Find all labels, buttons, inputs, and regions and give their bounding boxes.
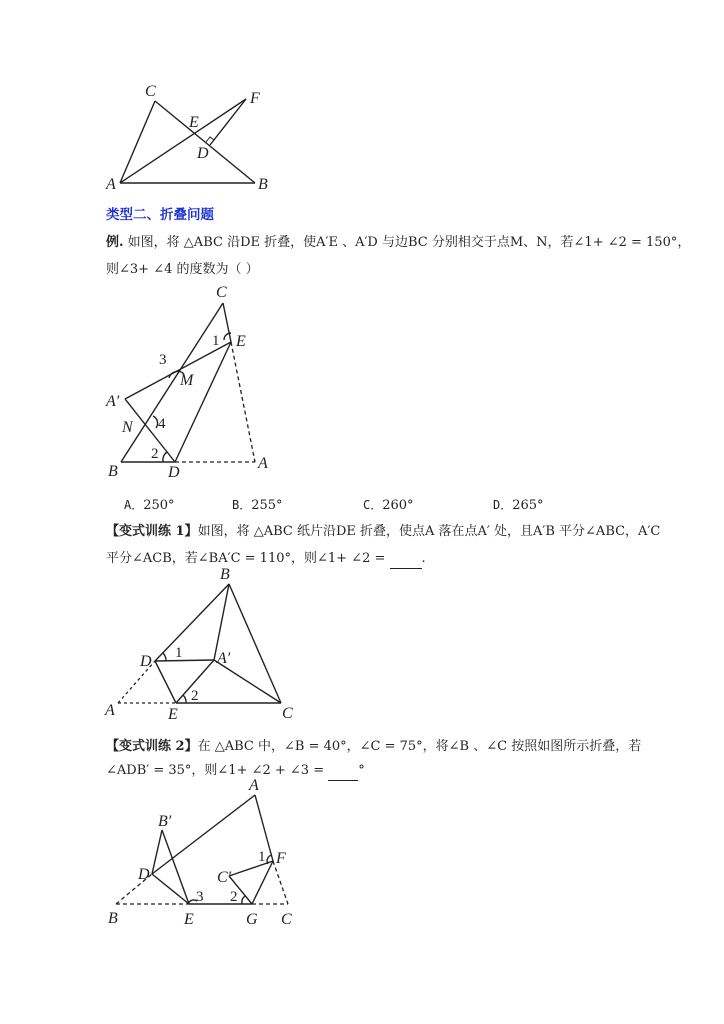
figure-example-fold <box>100 278 280 478</box>
angle-4-label: 4 <box>158 416 166 432</box>
exercise1-line-2: 平分∠ACB，若∠BA′C = 110°，则∠1+ ∠2 = . <box>106 550 426 569</box>
label-F: F <box>250 90 260 107</box>
angle-3-label: 3 <box>159 352 167 368</box>
label-N: N <box>122 419 133 436</box>
angle-1-label: 1 <box>258 849 266 865</box>
angle-1-label: 1 <box>212 333 220 349</box>
example-prefix: 例. <box>106 235 124 250</box>
label-D: D <box>168 464 180 478</box>
label-B: B <box>220 566 230 583</box>
figure-exercise2-fold <box>100 775 310 935</box>
label-C: C <box>282 705 293 722</box>
exercise2-line-1 <box>106 738 641 756</box>
angle-1-label: 1 <box>175 645 183 661</box>
option-c[interactable]: C．260° <box>363 498 414 513</box>
label-M: M <box>180 372 194 389</box>
figure-triangle-perpendicular <box>100 75 300 200</box>
example-line-2: 则∠3+ ∠4 的度数为（ ） <box>106 262 259 277</box>
label-E: E <box>168 706 178 723</box>
label-A-prime: A′ <box>217 650 231 667</box>
exercise2-tag: 【变式训练 2】 <box>106 739 198 754</box>
example-text-1: 如图，将 △ABC 沿DE 折叠，使A′E 、A′D 与边BC 分别相交于点M、N，若∠1+ ∠2 = 150°， <box>127 235 691 250</box>
exercise2-text-2: ∠ADB′ = 35°，则∠1+ ∠2 + ∠3 = <box>106 763 325 778</box>
angle-2-label: 2 <box>191 688 199 704</box>
angle-2-label: 2 <box>230 889 238 905</box>
label-B: B <box>108 463 118 478</box>
answer-blank[interactable] <box>328 762 358 781</box>
label-B-prime: B′ <box>158 813 172 830</box>
label-E: E <box>189 114 199 131</box>
label-C: C <box>216 284 227 301</box>
label-A-prime: A′ <box>106 393 120 410</box>
label-D: D <box>140 653 152 670</box>
exercise1-tag: 【变式训练 1】 <box>106 524 198 539</box>
exercise1-text-2: 平分∠ACB，若∠BA′C = 110°，则∠1+ ∠2 = <box>106 551 386 566</box>
section-heading: 类型二、折叠问题 <box>106 207 214 223</box>
label-A: A <box>258 455 268 472</box>
exercise2-line-2: ∠ADB′ = 35°，则∠1+ ∠2 + ∠3 = ° <box>106 762 365 781</box>
option-d[interactable]: D．265° <box>493 498 544 513</box>
label-E: E <box>184 911 194 928</box>
label-B: B <box>258 176 268 193</box>
label-C-prime: C′ <box>217 869 232 886</box>
label-C: C <box>145 83 156 100</box>
exercise2-text-1: 在 △ABC 中，∠B = 40°，∠C = 75°，将∠B 、∠C 按照如图所示折叠，若 <box>197 739 642 754</box>
label-A: A <box>106 176 116 193</box>
exercise1-line-1 <box>106 523 660 541</box>
exercise1-text-1: 如图，将 △ABC 纸片沿DE 折叠，使点A 落在点A′ 处，且A′B 平分∠ABC，A′C <box>197 524 661 539</box>
label-A: A <box>105 702 115 719</box>
label-D: D <box>197 145 209 162</box>
label-G: G <box>246 911 258 928</box>
option-a[interactable]: A．250° <box>124 498 175 513</box>
label-F: F <box>276 850 286 867</box>
answer-blank[interactable] <box>390 550 422 569</box>
figure-exercise1-fold <box>100 563 310 723</box>
label-E: E <box>236 333 246 350</box>
label-C: C <box>281 911 292 928</box>
angle-3-label: 3 <box>196 889 204 905</box>
label-B: B <box>108 910 118 927</box>
label-D: D <box>138 866 150 883</box>
label-A: A <box>249 777 259 794</box>
example-line-1 <box>106 234 690 252</box>
angle-2-label: 2 <box>151 446 159 462</box>
option-b[interactable]: B．255° <box>232 498 283 513</box>
